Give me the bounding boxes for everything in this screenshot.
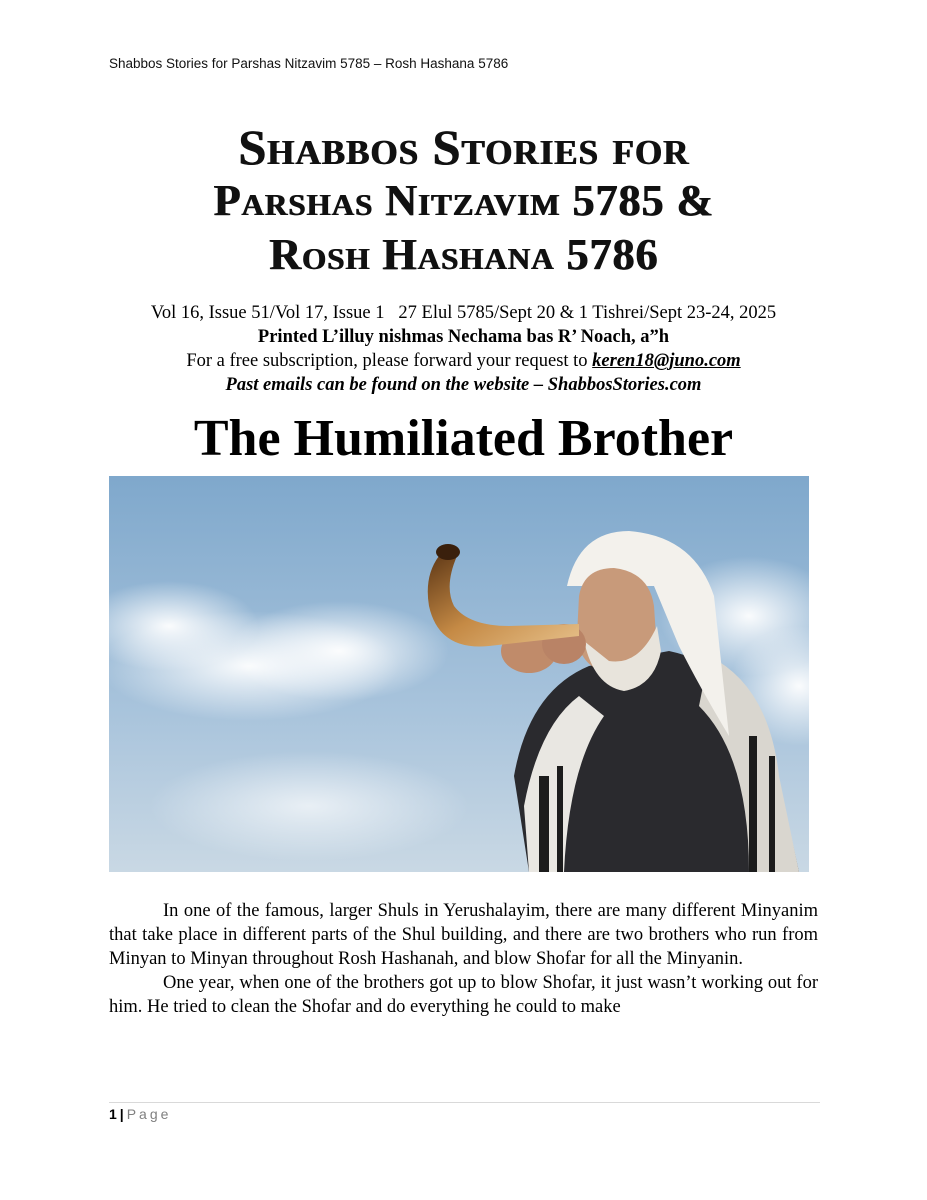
- page-label: Page: [126, 1106, 172, 1122]
- issue-line: Vol 16, Issue 51/Vol 17, Issue 1 27 Elul 5785/Sept 20 & 1 Tishrei/Sept 23-24, 2025: [150, 303, 777, 323]
- page-number: 1: [109, 1106, 117, 1122]
- story-title: The Humiliated Brother: [193, 410, 734, 467]
- footer-separator: |: [119, 1106, 124, 1122]
- issue-info: [0, 301, 927, 397]
- title-line-1: Shabbos Stories for: [237, 119, 690, 175]
- footer-divider: [109, 1102, 820, 1103]
- paragraph-1: In one of the famous, larger Shuls in Yerushalayim, there are many different Minyanim that take place in different parts of the Shul building, and there are two brothers who run from Minyan to Minyan throughout Rosh Hashanah, and blow Shofar for all the Minyanin.: [109, 901, 818, 969]
- email-link[interactable]: keren18@juno.com: [592, 351, 741, 371]
- shofar-photo: [109, 476, 809, 872]
- title-line-3: Rosh Hashana 5786: [268, 230, 659, 279]
- story-body: [109, 899, 818, 1019]
- subscription-line: [0, 349, 927, 373]
- running-header: Shabbos Stories for Parshas Nitzavim 5785 – Rosh Hashana 5786: [109, 56, 509, 71]
- dedication-line: Printed L’illuy nishmas Nechama bas R’ Noach, a”h: [257, 327, 670, 347]
- paragraph-2: One year, when one of the brothers got up to blow Shofar, it just wasn’t working out for him. He tried to clean the Shofar and do everything he could to make: [109, 973, 818, 1017]
- page-footer: [109, 1106, 171, 1122]
- newsletter-title: [0, 120, 927, 282]
- past-emails-line: Past emails can be found on the website – ShabbosStories.com: [225, 375, 702, 395]
- subscription-text: For a free subscription, please forward your request to: [186, 351, 593, 371]
- title-line-2: Parshas Nitzavim 5785 &: [213, 176, 714, 225]
